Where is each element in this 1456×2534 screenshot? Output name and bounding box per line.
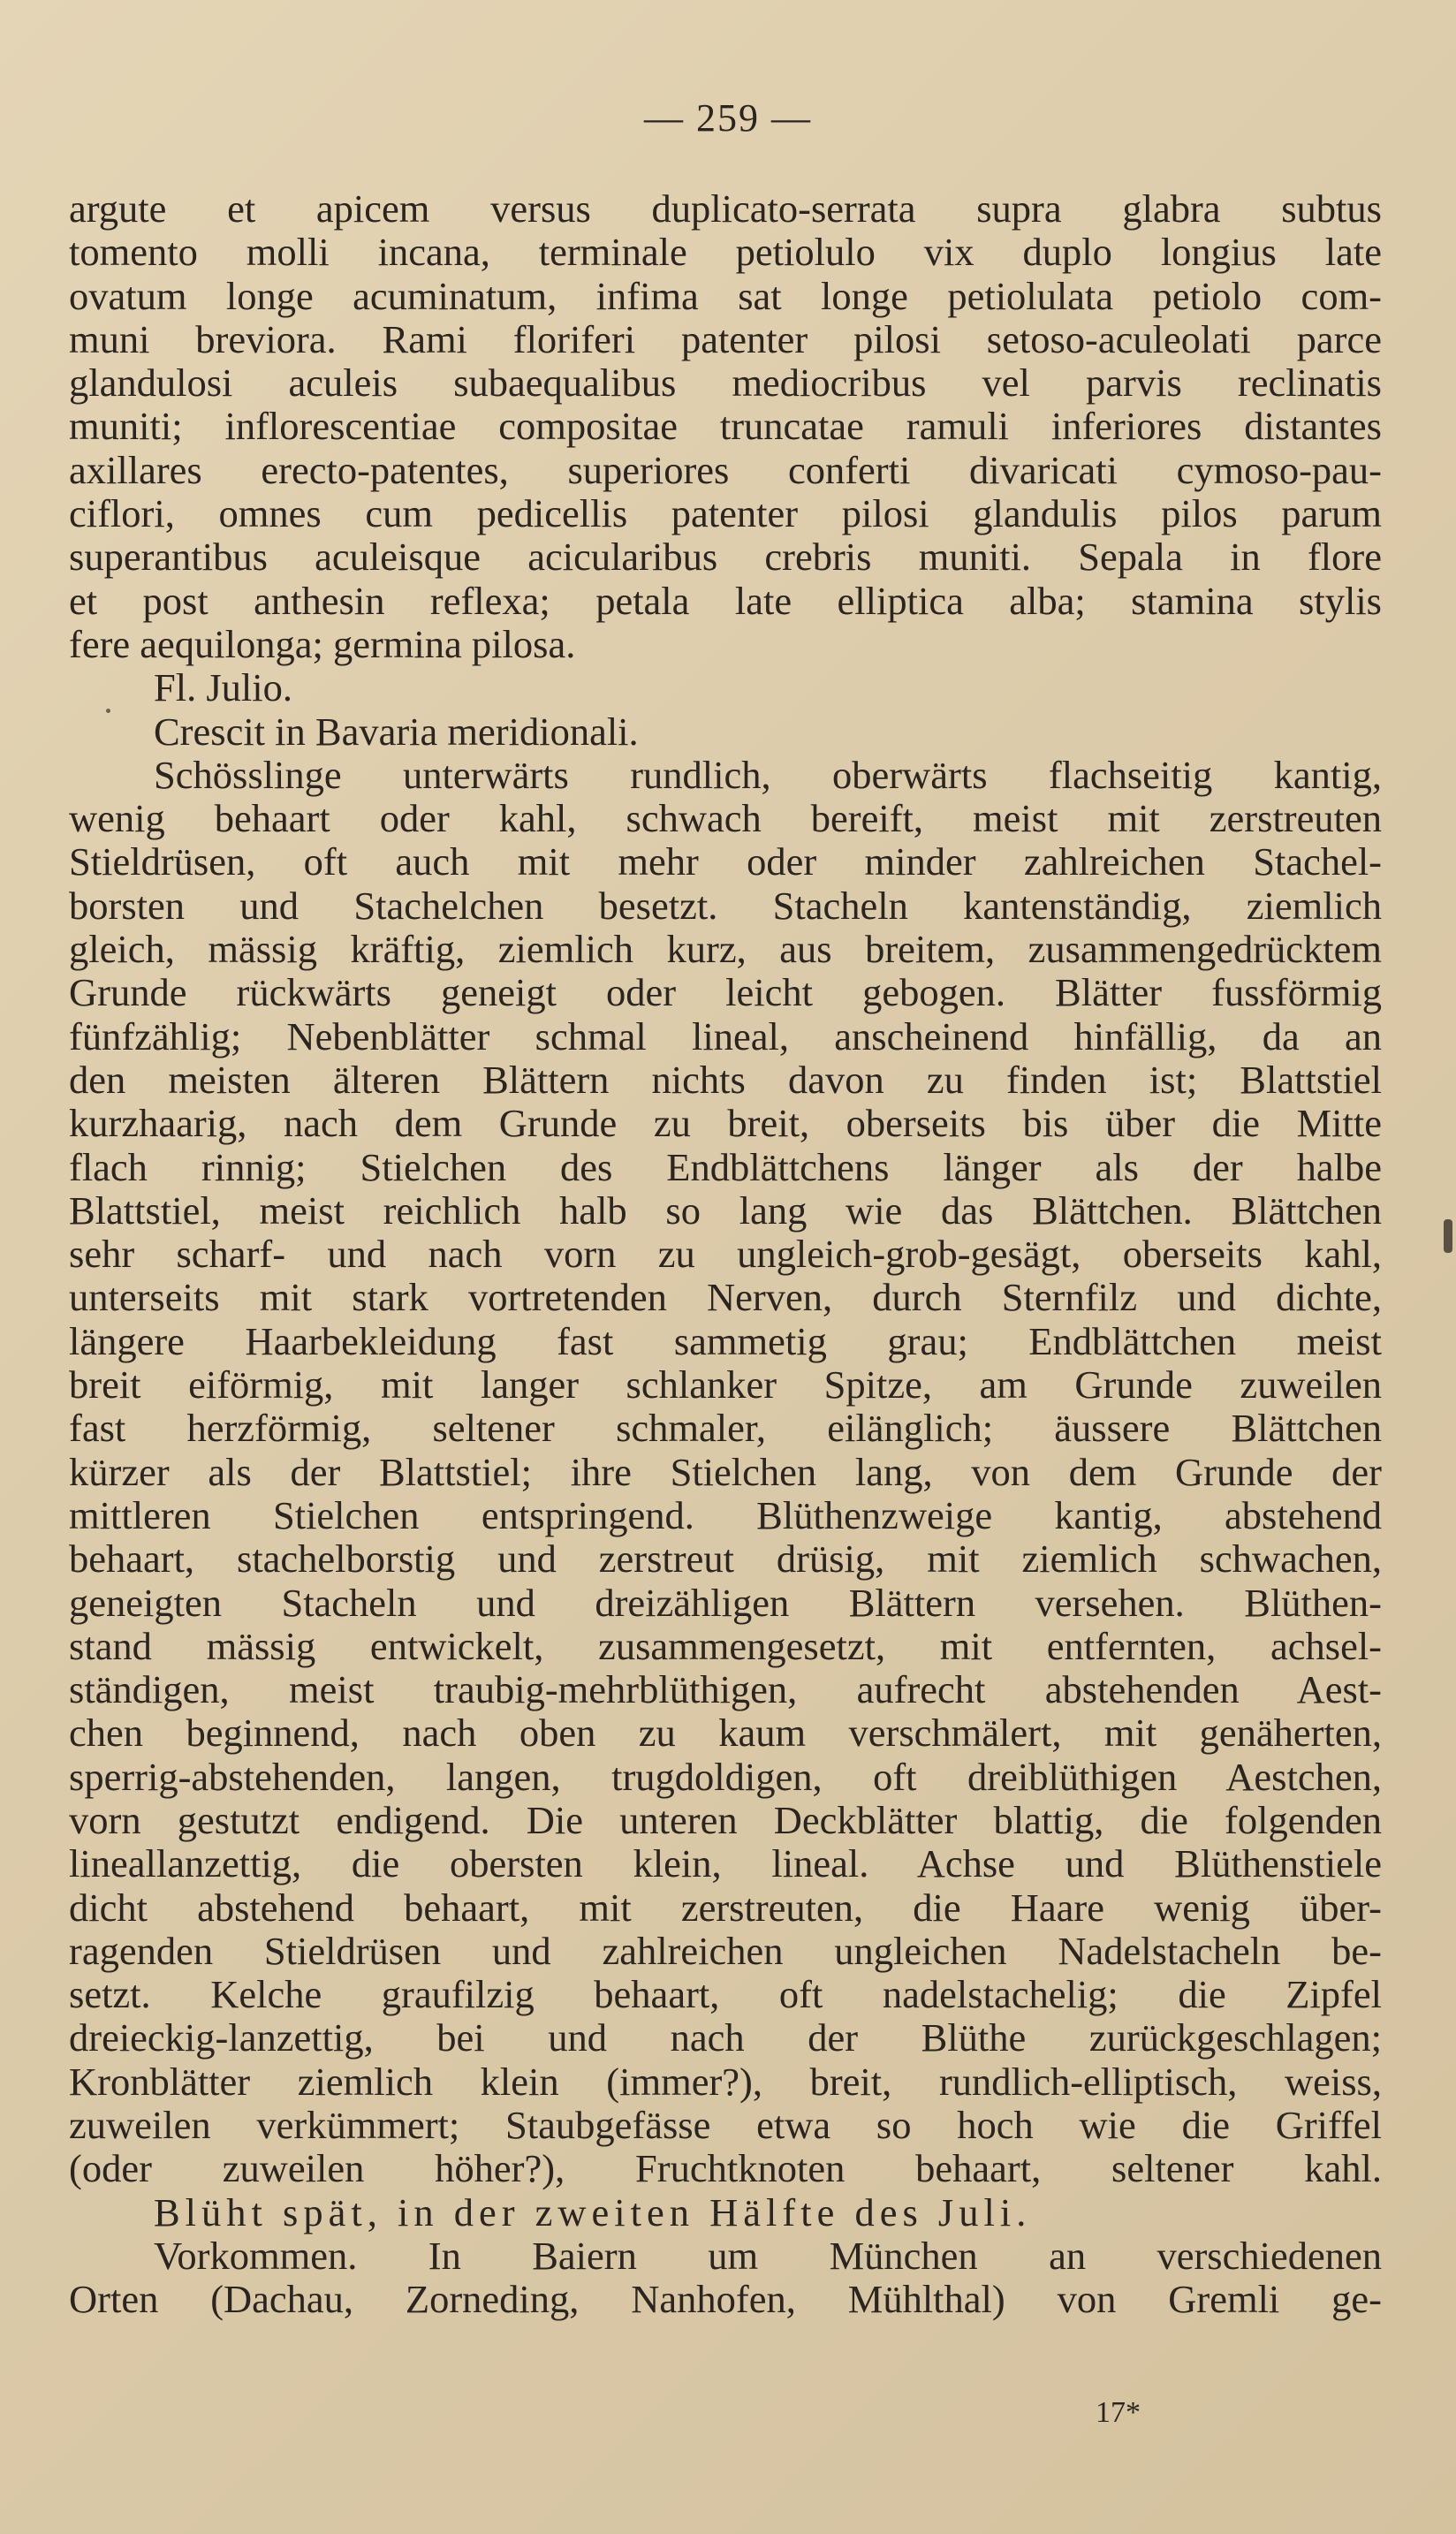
text-line: kurzhaarig, nach dem Grunde zu breit, oberseits bis über die Mitte xyxy=(69,1102,1382,1146)
text-line: Blattstiel, meist reichlich halb so lang wie das Blättchen. Blättchen xyxy=(69,1188,1382,1233)
text-line: setzt. Kelche graufilzig behaart, oft nadelstachelig; die Zipfel xyxy=(69,1973,1382,2017)
text-line: dreieckig-lanzettig, bei und nach der Blüthe zurückgeschlagen; xyxy=(69,2016,1382,2060)
text-line: axillares erecto-patentes, superiores conferti divaricati cymoso-pau- xyxy=(69,448,1382,492)
text-line: Crescit in Bavaria meridionali. xyxy=(154,709,639,754)
page-number-header: — 259 — xyxy=(644,96,812,140)
text-line: chen beginnend, nach oben zu kaum verschmälert, mit genäherten, xyxy=(69,1711,1382,1756)
text-line: kürzer als der Blattstiel; ihre Stielchen lang, von dem Grunde der xyxy=(69,1450,1382,1494)
text-line: sperrig-abstehenden, langen, trugdoldigen, oft dreiblüthigen Aestchen, xyxy=(69,1755,1382,1799)
text-line: muniti; inflorescentiae compositae truncatae ramuli inferiores distantes xyxy=(69,405,1382,449)
text-line: ständigen, meist traubig-mehrblüthigen, aufrecht abstehenden Aest- xyxy=(69,1668,1382,1712)
text-line: muni breviora. Rami floriferi patenter pilosi setoso-aculeolati parce xyxy=(69,317,1382,361)
text-line: Schösslinge unterwärts rundlich, oberwärts flachseitig kantig, xyxy=(154,753,1382,797)
text-line: fünfzählig; Nebenblätter schmal lineal, anscheinend hinfällig, da an xyxy=(69,1014,1382,1058)
text-line: tomento molli incana, terminale petiolulo vix duplo longius late xyxy=(69,231,1382,275)
text-line: zuweilen verkümmert; Staubgefässe etwa so hoch wie die Griffel xyxy=(69,2104,1382,2148)
text-line: borsten und Stachelchen besetzt. Stacheln kantenständig, ziemlich xyxy=(69,884,1382,928)
text-line: et post anthesin reflexa; petala late elliptica alba; stamina stylis xyxy=(69,579,1382,623)
text-line: Grunde rückwärts geneigt oder leicht gebogen. Blätter fussförmig xyxy=(69,971,1382,1015)
text-line: Kronblätter ziemlich klein (immer?), breit, rundlich-elliptisch, weiss, xyxy=(69,2060,1382,2104)
text-line: Orten (Dachau, Zorneding, Nanhofen, Mühlthal) von Gremli ge- xyxy=(69,2278,1382,2322)
text-line: ragenden Stieldrüsen und zahlreichen ungleichen Nadelstacheln be- xyxy=(69,1929,1382,1973)
text-line: dicht abstehend behaart, mit zerstreuten, die Haare wenig über- xyxy=(69,1885,1382,1930)
text-line: wenig behaart oder kahl, schwach bereift, meist mit zerstreuten xyxy=(69,797,1382,841)
text-line: fere aequilonga; germina pilosa. xyxy=(69,622,576,666)
text-line: superantibus aculeisque acicularibus crebris muniti. Sepala in flore xyxy=(69,535,1382,580)
text-line: Fl. Julio. xyxy=(154,666,293,710)
text-line: mittleren Stielchen entspringend. Blüthenzweige kantig, abstehend xyxy=(69,1493,1382,1537)
text-line: lineallanzettig, die obersten klein, lineal. Achse und Blüthenstiele xyxy=(69,1842,1382,1886)
text-line: ovatum longe acuminatum, infima sat longe petiolulata petiolo com- xyxy=(69,274,1382,318)
text-line: breit eiförmig, mit langer schlanker Spitze, am Grunde zuweilen xyxy=(69,1363,1382,1407)
text-line: argute et apicem versus duplicato-serrata supra glabra subtus xyxy=(69,187,1382,231)
text-line: geneigten Stacheln und dreizähligen Blättern versehen. Blüthen- xyxy=(69,1581,1382,1625)
text-line: Vorkommen. In Baiern um München an verschiedenen xyxy=(154,2234,1382,2278)
text-line: unterseits mit stark vortretenden Nerven, durch Sternfilz und dichte, xyxy=(69,1276,1382,1320)
text-line: gleich, mässig kräftig, ziemlich kurz, aus breitem, zusammengedrücktem xyxy=(69,928,1382,972)
text-line: längere Haarbekleidung fast sammetig grau; Endblättchen meist xyxy=(69,1319,1382,1363)
page-edge-mark xyxy=(1444,1219,1452,1253)
text-line: sehr scharf- und nach vorn zu ungleich-grob-gesägt, oberseits kahl, xyxy=(69,1233,1382,1277)
text-line: flach rinnig; Stielchen des Endblättchens länger als der halbe xyxy=(69,1145,1382,1189)
text-line: vorn gestutzt endigend. Die unteren Deckblätter blattig, die folgenden xyxy=(69,1798,1382,1842)
signature-mark: 17* xyxy=(1096,2396,1141,2429)
text-line: fast herzförmig, seltener schmaler, eilänglich; äussere Blättchen xyxy=(69,1407,1382,1451)
text-line: Blüht spät, in der zweiten Hälfte des Juli. xyxy=(154,2190,1032,2234)
text-line: stand mässig entwickelt, zusammengesetzt, mit entfernten, achsel- xyxy=(69,1624,1382,1668)
text-line: behaart, stachelborstig und zerstreut drüsig, mit ziemlich schwachen, xyxy=(69,1537,1382,1582)
text-line: ciflori, omnes cum pedicellis patenter pilosi glandulis pilos parum xyxy=(69,492,1382,536)
text-line: glandulosi aculeis subaequalibus mediocribus vel parvis reclinatis xyxy=(69,361,1382,406)
body-text xyxy=(69,187,1382,2322)
text-line: (oder zuweilen höher?), Fruchtknoten behaart, seltener kahl. xyxy=(69,2147,1382,2191)
text-line: den meisten älteren Blättern nichts davon zu finden ist; Blattstiel xyxy=(69,1058,1382,1102)
text-line: Stieldrüsen, oft auch mit mehr oder minder zahlreichen Stachel- xyxy=(69,840,1382,884)
